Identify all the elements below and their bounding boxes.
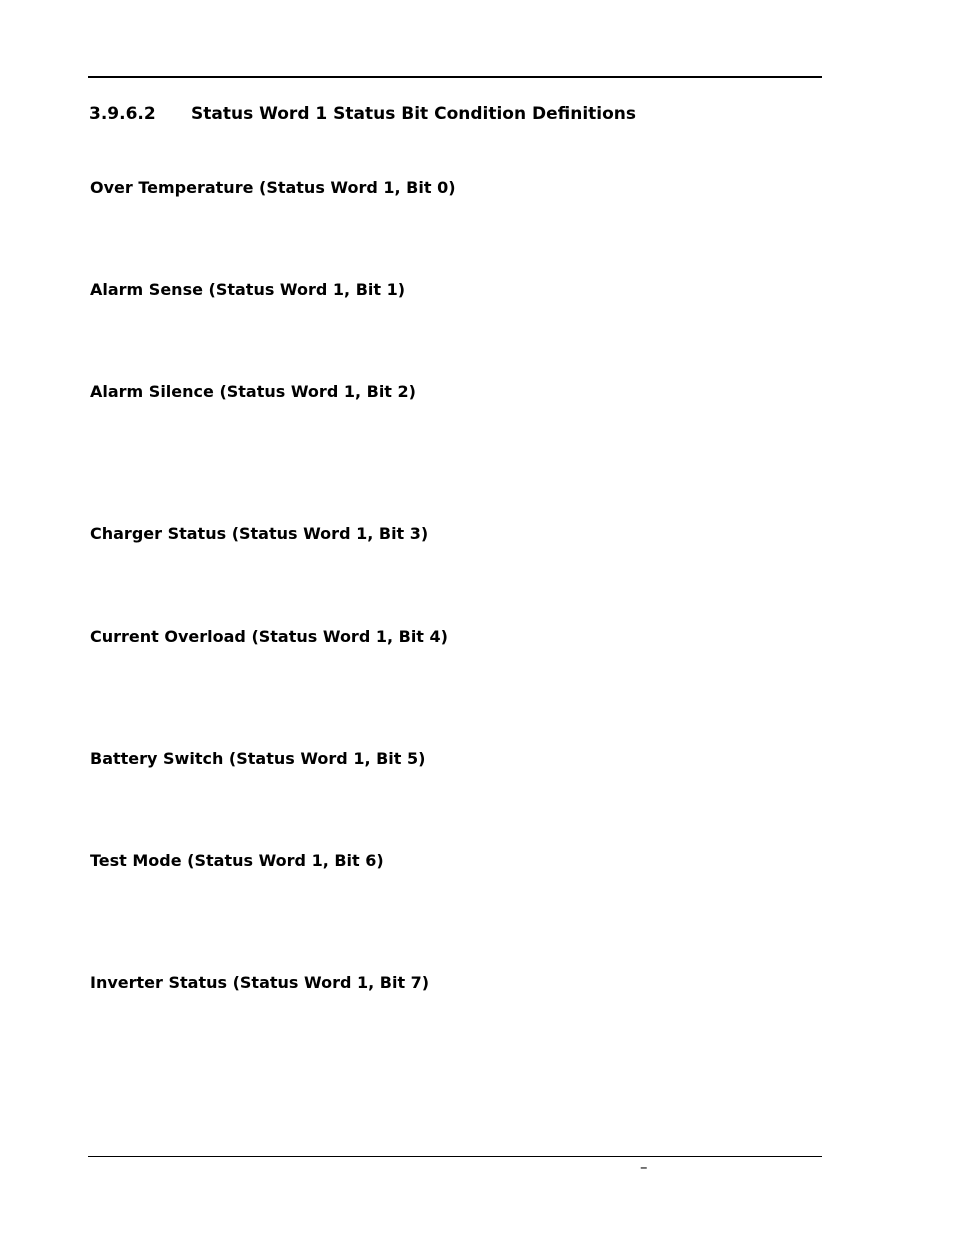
bit-heading-alarm-sense: Alarm Sense (Status Word 1, Bit 1) xyxy=(90,280,406,299)
footer-rule xyxy=(88,1156,822,1157)
bit-heading-battery-switch: Battery Switch (Status Word 1, Bit 5) xyxy=(90,749,426,768)
section-title: Status Word 1 Status Bit Condition Definitions xyxy=(191,104,637,124)
section-number: 3.9.6.2 xyxy=(89,104,156,124)
bit-heading-inverter-status: Inverter Status (Status Word 1, Bit 7) xyxy=(90,973,430,992)
footer-dash: – xyxy=(640,1158,648,1176)
bit-heading-current-overload: Current Overload (Status Word 1, Bit 4) xyxy=(90,627,448,646)
header-rule xyxy=(88,76,822,78)
bit-heading-charger-status: Charger Status (Status Word 1, Bit 3) xyxy=(90,524,429,543)
bit-heading-test-mode: Test Mode (Status Word 1, Bit 6) xyxy=(90,851,384,870)
section-heading xyxy=(89,104,636,124)
bit-heading-over-temperature: Over Temperature (Status Word 1, Bit 0) xyxy=(90,178,456,197)
bit-heading-alarm-silence: Alarm Silence (Status Word 1, Bit 2) xyxy=(90,382,416,401)
